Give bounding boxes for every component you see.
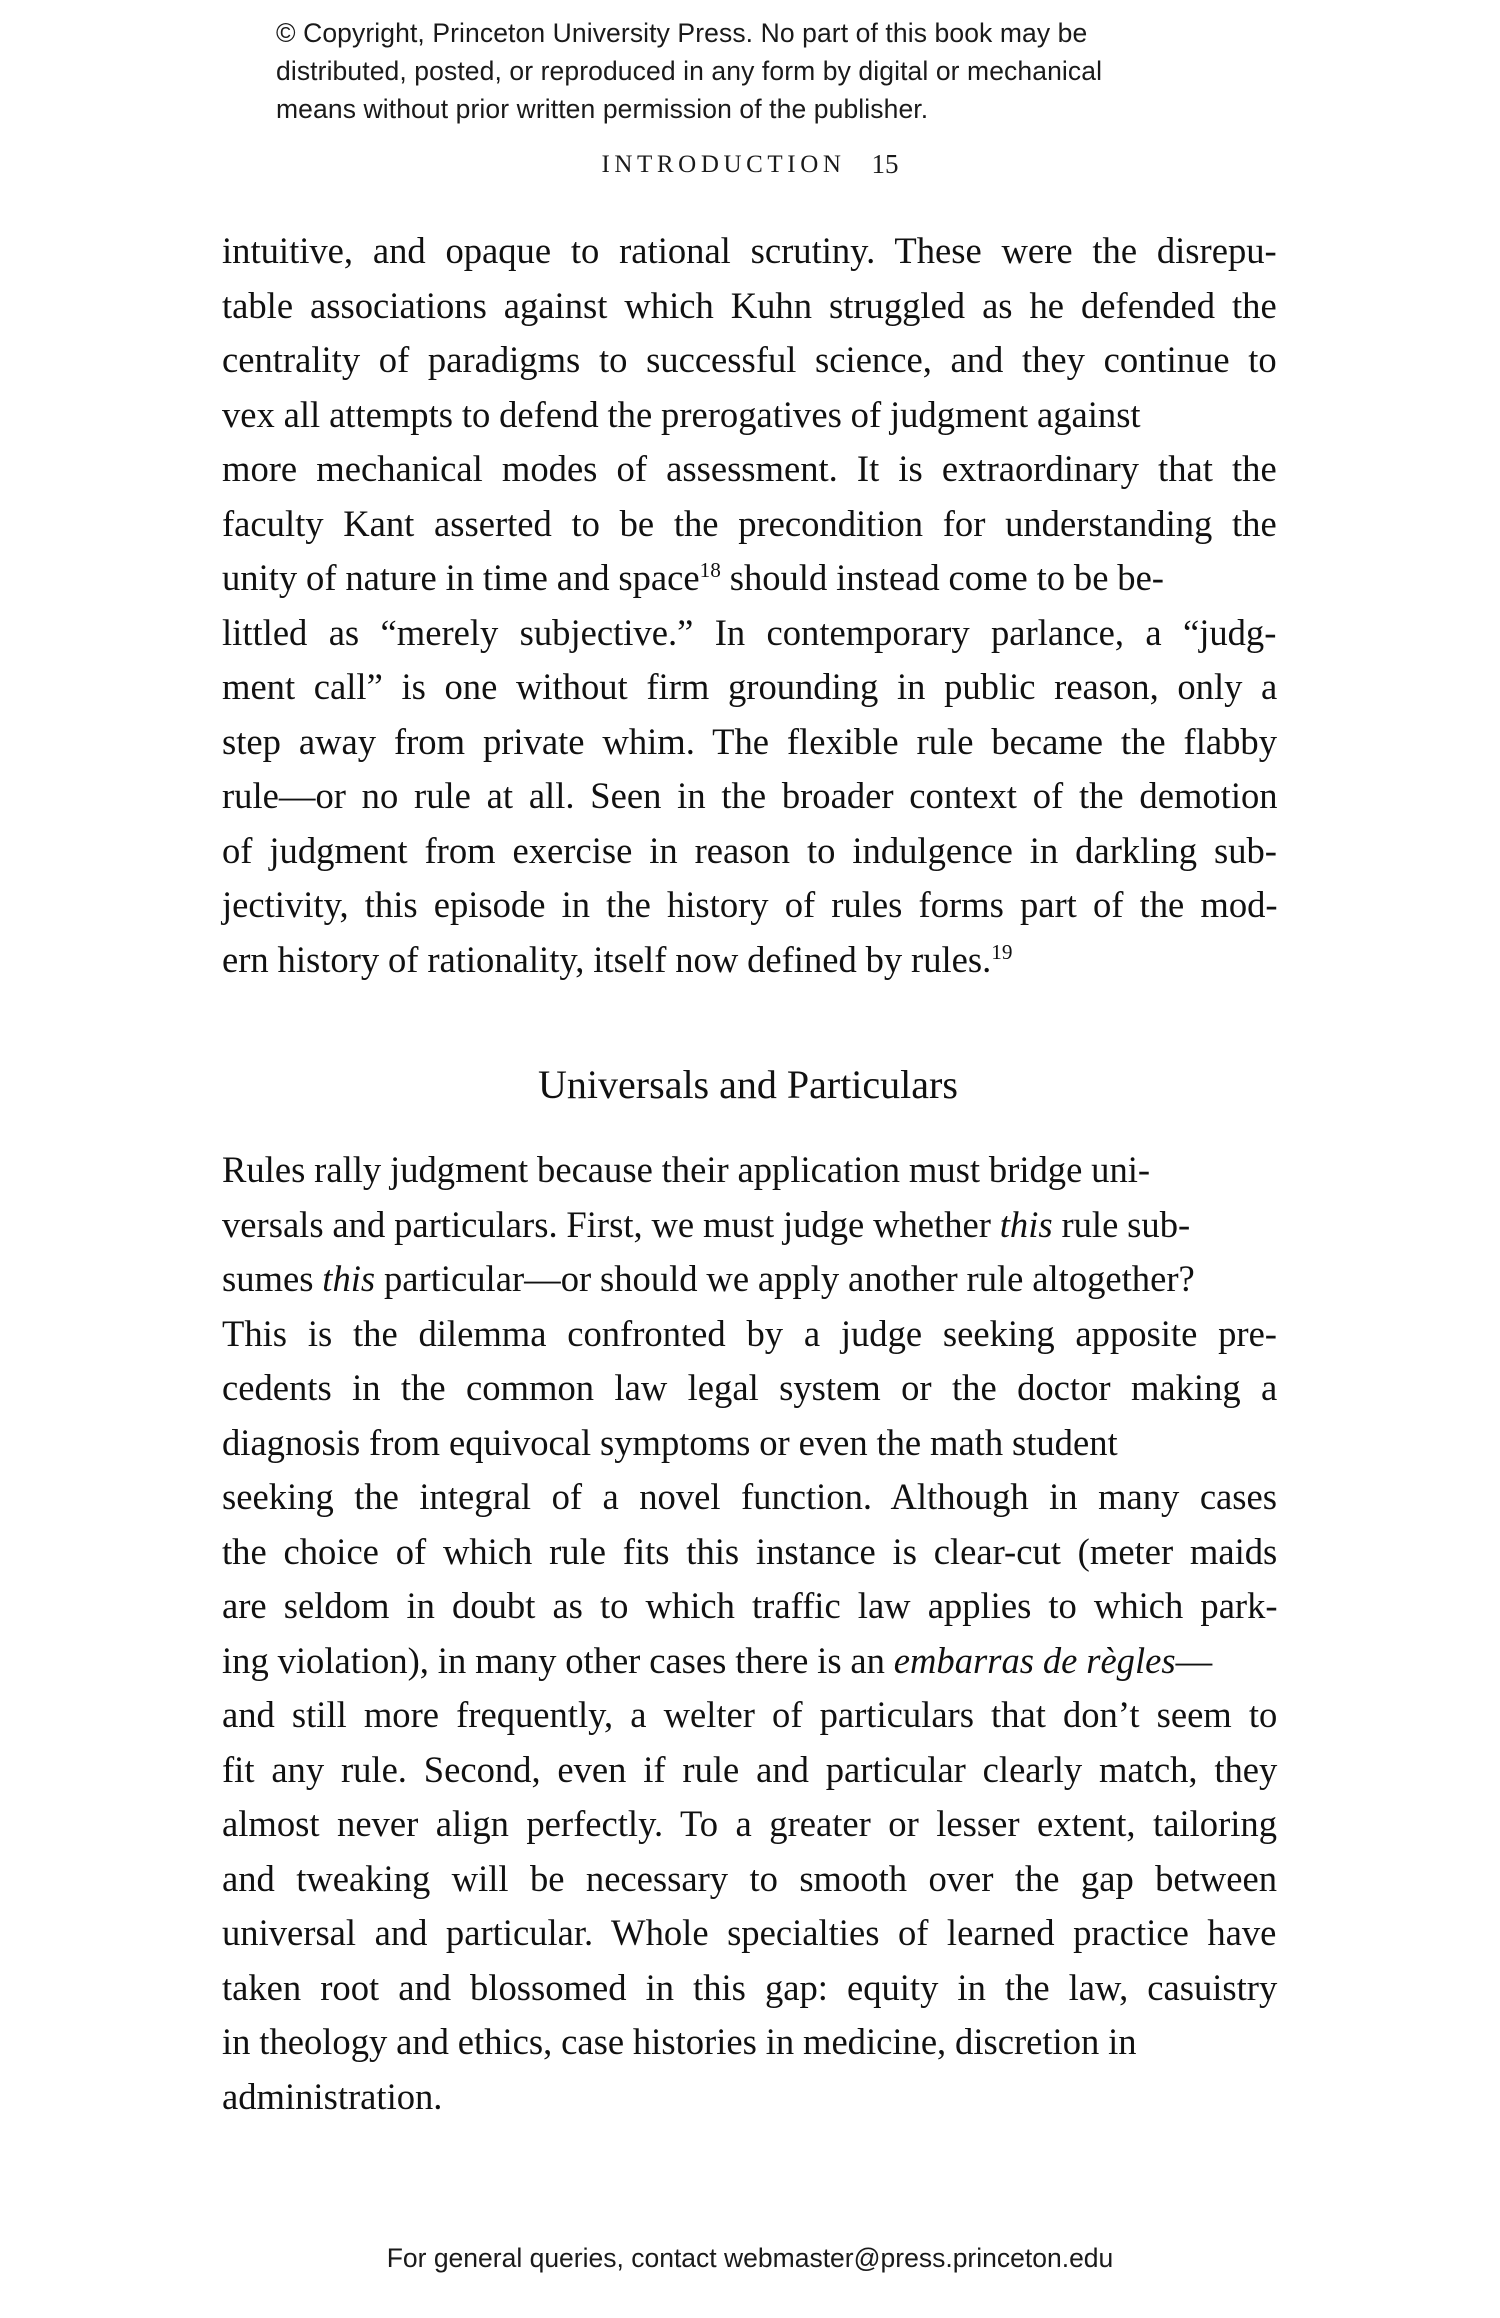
text-line: jectivity, this episode in the history of rules forms part of the mod- [222, 884, 1278, 925]
page-footer: For general queries, contact webmaster@press.princeton.edu [386, 2243, 1114, 2273]
text-line: more mechanical modes of assessment. It is extraordinary that the [222, 448, 1277, 489]
copyright-notice [276, 14, 1216, 128]
text-line: intuitive, and opaque to rational scrutiny. These were the disrepu- [222, 230, 1277, 271]
text-line: seeking the integral of a novel function. Although in many cases [222, 1476, 1277, 1517]
text-line: and tweaking will be necessary to smooth over the gap between [222, 1857, 1277, 1899]
text-line-italic-this-1: versals and particulars. First, we must judge whether this rule sub- [222, 1203, 1191, 1245]
footnote-marker-18[interactable]: 18 [699, 557, 721, 582]
text-line-last: ern history of rationality, itself now defined by rules.$^{19}$ [222, 938, 1013, 980]
text-line: faculty Kant asserted to be the precondition for understanding the [222, 502, 1277, 544]
paragraph-universals-particulars [222, 1143, 1278, 2124]
text-line: step away from private whim. The flexible rule became the flabby [222, 720, 1277, 762]
running-head [0, 148, 1500, 179]
italic-emphasis-this: this [999, 1203, 1053, 1245]
text-line: are seldom in doubt as to which traffic law applies to which park- [222, 1585, 1278, 1626]
section-heading: Universals and Particulars [538, 1062, 958, 1107]
text-line: littled as “merely subjective.” In contemporary parlance, a “judg- [222, 611, 1277, 653]
text-line: and still more frequently, a welter of particulars that don’t seem to [222, 1694, 1278, 1735]
footnote-marker-19[interactable]: 19 [991, 939, 1013, 964]
copyright-line-3: means without prior written permission of the publisher. [276, 94, 929, 124]
paragraph-continued [222, 224, 1278, 987]
text-line-last: administration. [222, 2075, 443, 2117]
text-line-italic-this-2: sumes this particular—or should we apply another rule altogether? [222, 1258, 1195, 1299]
text-line: Rules rally judgment because their application must bridge uni- [222, 1149, 1151, 1190]
text-line-with-footnote: unity of nature in time and space$^{18}$ should instead come to be be- [222, 557, 1164, 598]
text-line: ment call” is one without firm grounding in public reason, only a [222, 666, 1278, 707]
text-line: centrality of paradigms to successful science, and they continue to [222, 339, 1277, 380]
text-line: vex all attempts to defend the prerogatives of judgment against [222, 393, 1141, 435]
italic-emphasis-this: this [322, 1258, 376, 1299]
text-line: table associations against which Kuhn struggled as he defended the [222, 284, 1277, 326]
text-line: universal and particular. Whole specialties of learned practice have [222, 1912, 1277, 1953]
text-line: the choice of which rule fits this instance is clear-cut (meter maids [222, 1530, 1278, 1572]
text-line: rule—or no rule at all. Seen in the broader context of the demotion [222, 775, 1278, 816]
text-line: diagnosis from equivocal symptoms or even the math student [222, 1421, 1118, 1463]
text-line: almost never align perfectly. To a greater or lesser extent, tailoring [222, 1803, 1277, 1844]
text-line: cedents in the common law legal system or the doctor making a [222, 1367, 1278, 1408]
text-line: This is the dilemma confronted by a judge seeking apposite pre- [222, 1312, 1277, 1354]
copyright-line-2: distributed, posted, or reproduced in any form by digital or mechanical [276, 56, 1103, 86]
text-line: taken root and blossomed in this gap: equity in the law, casuistry [222, 1966, 1278, 2008]
italic-foreign-phrase: embarras de règles [893, 1639, 1176, 1681]
page-folio: 15 [871, 149, 899, 179]
text-line: of judgment from exercise in reason to indulgence in darkling sub- [222, 829, 1277, 871]
copyright-line-1: © Copyright, Princeton University Press. No part of this book may be [276, 18, 1088, 48]
running-head-title: INTRODUCTION [601, 151, 846, 178]
page-body [222, 224, 1278, 2124]
text-line: in theology and ethics, case histories in medicine, discretion in [222, 2021, 1137, 2062]
text-line: fit any rule. Second, even if rule and particular clearly match, they [222, 1748, 1278, 1790]
text-line-italic-french: ing violation), in many other cases there is an embarras de règles— [222, 1639, 1213, 1681]
